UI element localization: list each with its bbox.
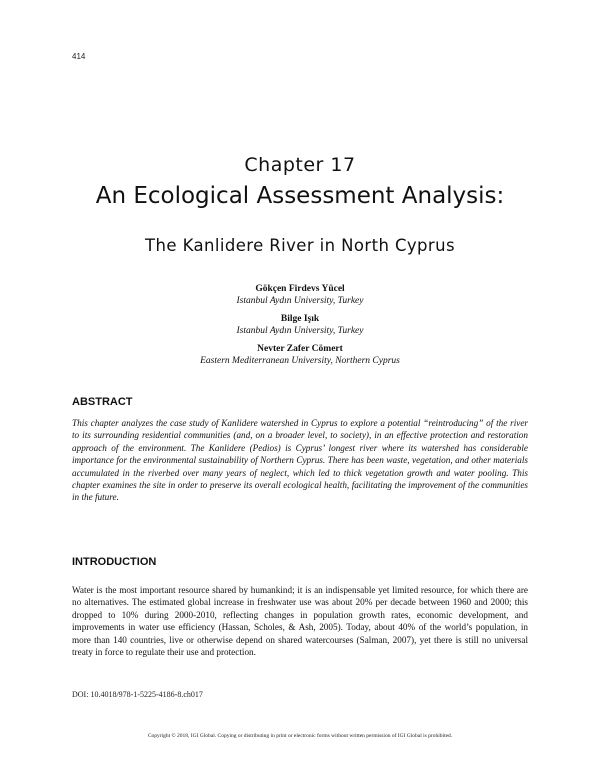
author-list	[0, 283, 600, 373]
copyright-notice: Copyright © 2018, IGI Global. Copying or distributing in print or electronic forms without written permission of IGI Global is prohibited.	[147, 733, 453, 739]
author-name: Nevter Zafer Cömert	[257, 344, 343, 354]
author-name: Bilge Işık	[280, 314, 320, 324]
page-number: 414	[72, 52, 86, 61]
abstract-heading: ABSTRACT	[72, 396, 133, 408]
chapter-title: An Ecological Assessment Analysis:	[95, 183, 505, 209]
doi: DOI: 10.4018/978-1-5225-4186-8.ch017	[72, 690, 203, 699]
abstract-text: This chapter analyzes the case study of Kanlidere watershed in Cyprus to explore a potential “reintroducing” of the river to its surrounding residential communities (and, on a broader level, to society), in an effective protection and restoration approach of the environment. The Kanlidere (Pedios) is Cyprus’ longest river where its watershed has considerable importance for the environmental sustainability of Northern Cyprus. There has been waste, vegetation, and other materials accumulated in the riverbed over many years of neglect, which led to thick vegetation growth and water pooling. This chapter examines the site in order to preserve its overall ecological health, facilitating the improvement of the communities in the future.	[72, 418, 528, 503]
author-affiliation: Istanbul Aydın University, Turkey	[236, 296, 364, 306]
author-affiliation: Eastern Mediterranean University, Northern Cyprus	[200, 356, 400, 366]
introduction-heading: INTRODUCTION	[72, 556, 157, 568]
author-block	[0, 343, 600, 367]
introduction-text: Water is the most important resource shared by humankind; it is an indispensable yet limited resource, for which there are no alternatives. The estimated global increase in freshwater use was about 20% per decade between 1960 and 2000; this dropped to 10% during 2000-2010, reflecting changes in population growth rates, economic development, and improvements in water use efficiency (Hassan, Scholes, & Ash, 2005). Today, about 40% of the world’s population, in more than 140 countries, live or otherwise depend on shared watercourses (Salman, 2007), yet there is still no universal treaty in force to regulate their use and protection.	[72, 585, 528, 658]
author-affiliation: Istanbul Aydın University, Turkey	[236, 326, 364, 336]
author-name: Gökçen Firdevs Yücel	[255, 284, 345, 294]
author-block	[0, 283, 600, 307]
author-block	[0, 313, 600, 337]
chapter-subtitle: The Kanlidere River in North Cyprus	[145, 236, 455, 255]
chapter-label: Chapter 17	[244, 154, 356, 176]
